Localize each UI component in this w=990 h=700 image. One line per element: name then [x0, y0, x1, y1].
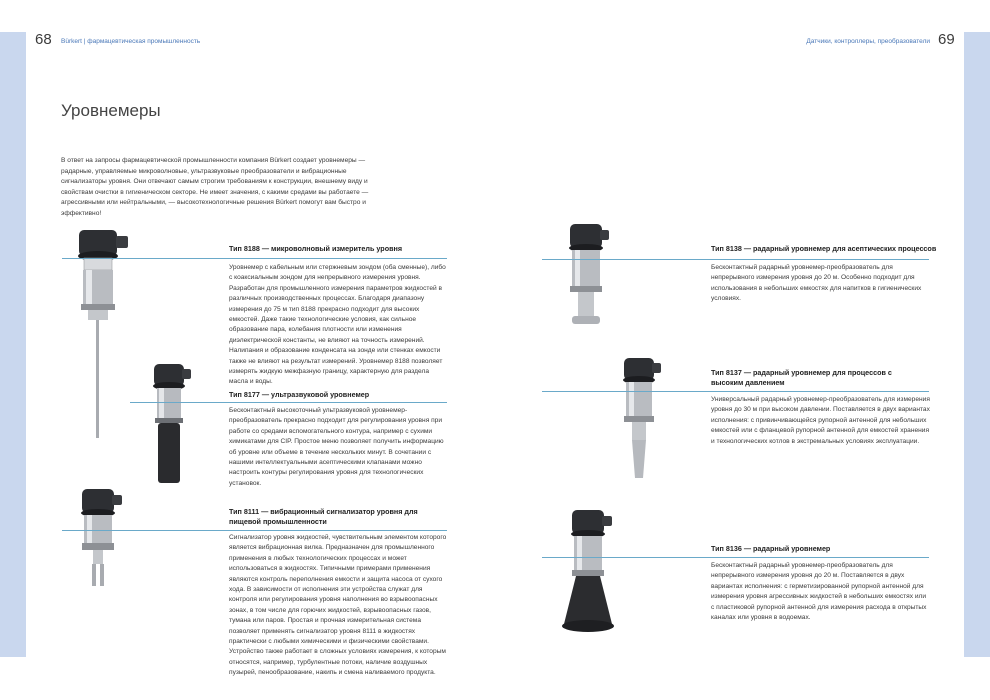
left-page-edge-band — [0, 32, 26, 657]
product-8111-divider — [62, 530, 447, 531]
product-8177-divider — [130, 402, 447, 403]
product-8138-description: Бесконтактный радарный уровнемер-преобразователь для непрерывного измерения уровня до 20 м. Особенно подходит для использования в небольших емкостях для напитков в гигиенических условиях. — [711, 264, 922, 303]
type-8111-product-image — [78, 487, 124, 587]
product-8136-title: Тип 8136 — радарный уровнемер — [711, 544, 831, 553]
page-title: Уровнемеры — [61, 101, 161, 120]
product-8138-divider — [542, 259, 929, 260]
product-8111-title: Тип 8111 — вибрационный сигнализатор уровня для пищевой промышленности — [229, 507, 418, 526]
right-page-edge-band — [964, 32, 990, 657]
product-8137-title: Тип 8137 — радарный уровнемер для процессов с высоким давлением — [711, 368, 892, 387]
type-8137-product-image — [620, 356, 662, 481]
product-8136-divider — [542, 557, 929, 558]
product-8138-title: Тип 8138 — радарный уровнемер для асептических процессов — [711, 244, 937, 253]
right-running-head: Датчики, контроллеры, преобразователи — [806, 38, 930, 45]
type-8188-product-image — [72, 228, 132, 443]
type-8177-product-image — [149, 362, 193, 487]
product-8188-title: Тип 8188 — микроволновый измеритель уровня — [229, 244, 403, 253]
product-8177-title: Тип 8177 — ультразвуковой уровнемер — [229, 390, 370, 399]
type-8138-product-image — [566, 222, 610, 332]
product-8137-description: Универсальный радарный уровнемер-преобразователь для измерения уровня до 30 м при высоком давлении. Поставляется в двух вариантах исполнения: с привинчивающейся рупорной антенной для небольших емкостей или с фланцевой рупорной антенной для емкостей хранения и технологических котлов в экстремальных условиях эксплуатации. — [711, 396, 930, 445]
product-8188-description: Уровнемер с кабельным или стержневым зондом (оба сменные), либо с коаксиальным зондом для непрерывного измерения уровня. Разработан для промышленного измерения параметров жидкостей в различных производственных процессах. Благодаря диапазону измерения до 75 м тип 8188 прекрасно подходит для высоких емкостей. Даже такие технологические условия, как сильное образование пара, колебания плотности или изменения диэлектрической константы, не влияют на точность измерений. Налипания и образование конденсата на зонде или стенках емкости также не влияют на результат измерений. Уровнемер 8188 позволяет измерять жидкую межфазную границу, характерную для раздела масла и воды. — [229, 264, 446, 386]
intro-paragraph: В ответ на запросы фармацевтической промышленности компания Bürkert создает уровнемеры — радарные, управляемые микроволновые, ультразвуковые преобразователи и вибрационные сигнализаторы уровня. Они отвечают самым строгим требованиям к конструкции, внешнему виду и свойствам очистки в гигиеническом секторе. Не имеет значения, с какими средами вы работаете — агрессивными или нейтральными, — высокотехнологичные решения Bürkert помогут вам быстро и эффективно! — [61, 157, 369, 217]
product-8136-description: Бесконтактный радарный уровнемер-преобразователь для непрерывного измерения уровня до 20 м. Поставляется в двух вариантах исполнения: с герметизированной рупорной антенной для измерения уровня агрессивных жидкостей в небольших емкостях или с пластиковой рупорной антенной для измерения расхода в открытых каналах или уровня в водоемах. — [711, 562, 927, 622]
product-8188-divider — [62, 258, 447, 259]
left-page-number: 68 — [35, 31, 52, 48]
product-8111-description: Сигнализатор уровня жидкостей, чувствительным элементом которого является вибрационная вилка. Предназначен для промышленного применения в любых технологических процессах и может использоваться в жидкостях. Типичными примерами применения являются контроль переполнения емкости и защита насоса от сухого хода. В зависимости от исполнения эти устройства служат для контроля или регулирования уровня наполнения во взрывоопасных зонах, в том числе для горючих жидкостей, взрывоопасных газов, тумана или паров. Простая и прочная измерительная система позволяет применять сигнализатор уровня 8111 в жидкостях практически с любыми химическими и физическими свойствами. Устройство также работает в сложных условиях измерения, к которым относятся, например, турбулентные потоки, наличие воздушных пузырей, пенообразование, накипь и смена наливаемого продукта. — [229, 534, 447, 677]
left-running-head: Bürkert | фармацевтическая промышленность — [61, 38, 201, 45]
product-8177-description: Бесконтактный высокоточный ультразвуковой уровнемер-преобразователь прекрасно подходит для регулирования уровня при работе со средами вспомогательного контура, например с сухими химикатами для CIP. Простое меню позволяет получить информацию об уровне или объеме в течение нескольких минут. В сочетании с нашими интеллектуальными асептическими клапанами можно настроить контуры регулирования уровня для технологических установок. — [229, 407, 444, 487]
type-8136-product-image — [562, 508, 618, 633]
product-8137-divider — [542, 391, 929, 392]
right-page-number: 69 — [938, 31, 955, 48]
